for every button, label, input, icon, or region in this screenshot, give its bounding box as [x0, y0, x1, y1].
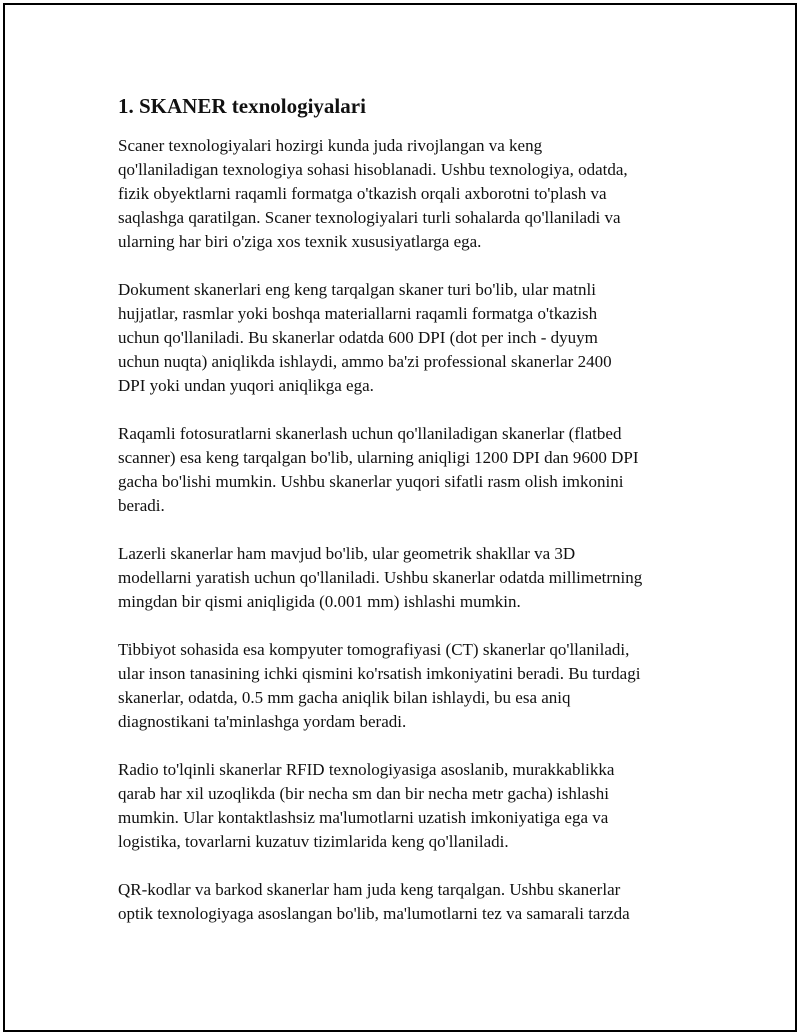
text-line: hujjatlar, rasmlar yoki boshqa materiallarni raqamli formatga o'tkazish — [118, 304, 598, 323]
text-line: uchun nuqta) aniqlikda ishlaydi, ammo ba'zi professional skanerlar 2400 — [118, 352, 612, 371]
text-line: scanner) esa keng tarqalgan bo'lib, ularning aniqligi 1200 DPI dan 9600 DPI — [118, 448, 639, 467]
document-body — [118, 92, 708, 950]
text-line: logistika, tovarlarni kuzatuv tizimlarida keng qo'llaniladi. — [118, 832, 509, 851]
text-line: Raqamli fotosuratlarni skanerlash uchun qo'llaniladigan skanerlar (flatbed — [118, 424, 622, 443]
text-line: DPI yoki undan yuqori aniqlikga ega. — [118, 376, 374, 395]
text-line: ular inson tanasining ichki qismini ko'rsatish imkoniyatini beradi. Bu turdagi — [118, 664, 641, 683]
text-line: Tibbiyot sohasida esa kompyuter tomografiyasi (CT) skanerlar qo'llaniladi, — [118, 640, 630, 659]
text-line: uchun qo'llaniladi. Bu skanerlar odatda 600 DPI (dot per inch - dyuym — [118, 328, 598, 347]
text-line: qarab har xil uzoqlikda (bir necha sm dan bir necha metr gacha) ishlashi — [118, 784, 609, 803]
text-line: Scaner texnologiyalari hozirgi kunda juda rivojlangan va keng — [118, 136, 543, 155]
text-line: gacha bo'lishi mumkin. Ushbu skanerlar yuqori sifatli rasm olish imkonini — [118, 472, 624, 491]
text-line: mingdan bir qismi aniqligida (0.001 mm) ishlashi mumkin. — [118, 592, 521, 611]
paragraph — [118, 134, 708, 254]
text-line: Radio to'lqinli skanerlar RFID texnologiyasiga asoslanib, murakkablikka — [118, 760, 615, 779]
paragraph — [118, 638, 708, 734]
section-heading: 1. SKANER texnologiyalari — [118, 94, 366, 118]
paragraph — [118, 758, 708, 854]
text-line: QR-kodlar va barkod skanerlar ham juda keng tarqalgan. Ushbu skanerlar — [118, 880, 621, 899]
text-line: diagnostikani ta'minlashga yordam beradi. — [118, 712, 407, 731]
text-line: Dokument skanerlari eng keng tarqalgan skaner turi bo'lib, ular matnli — [118, 280, 596, 299]
text-line: skanerlar, odatda, 0.5 mm gacha aniqlik bilan ishlaydi, bu esa aniq — [118, 688, 571, 707]
text-line: fizik obyektlarni raqamli formatga o'tkazish orqali axborotni to'plash va — [118, 184, 607, 203]
text-line: optik texnologiyaga asoslangan bo'lib, ma'lumotlarni tez va samarali tarzda — [118, 904, 630, 923]
paragraph — [118, 422, 708, 518]
paragraph — [118, 542, 708, 614]
text-line: qo'llaniladigan texnologiya sohasi hisoblanadi. Ushbu texnologiya, odatda, — [118, 160, 628, 179]
text-line: ularning har biri o'ziga xos texnik xususiyatlarga ega. — [118, 232, 482, 251]
text-line: modellarni yaratish uchun qo'llaniladi. Ushbu skanerlar odatda millimetrning — [118, 568, 643, 587]
text-line: Lazerli skanerlar ham mavjud bo'lib, ular geometrik shakllar va 3D — [118, 544, 576, 563]
paragraph-list — [118, 134, 708, 926]
text-line: mumkin. Ular kontaktlashsiz ma'lumotlarni uzatish imkoniyatiga ega va — [118, 808, 609, 827]
paragraph — [118, 278, 708, 398]
paragraph — [118, 878, 708, 926]
text-line: saqlashga qaratilgan. Scaner texnologiyalari turli sohalarda qo'llaniladi va — [118, 208, 621, 227]
text-line: beradi. — [118, 496, 165, 515]
